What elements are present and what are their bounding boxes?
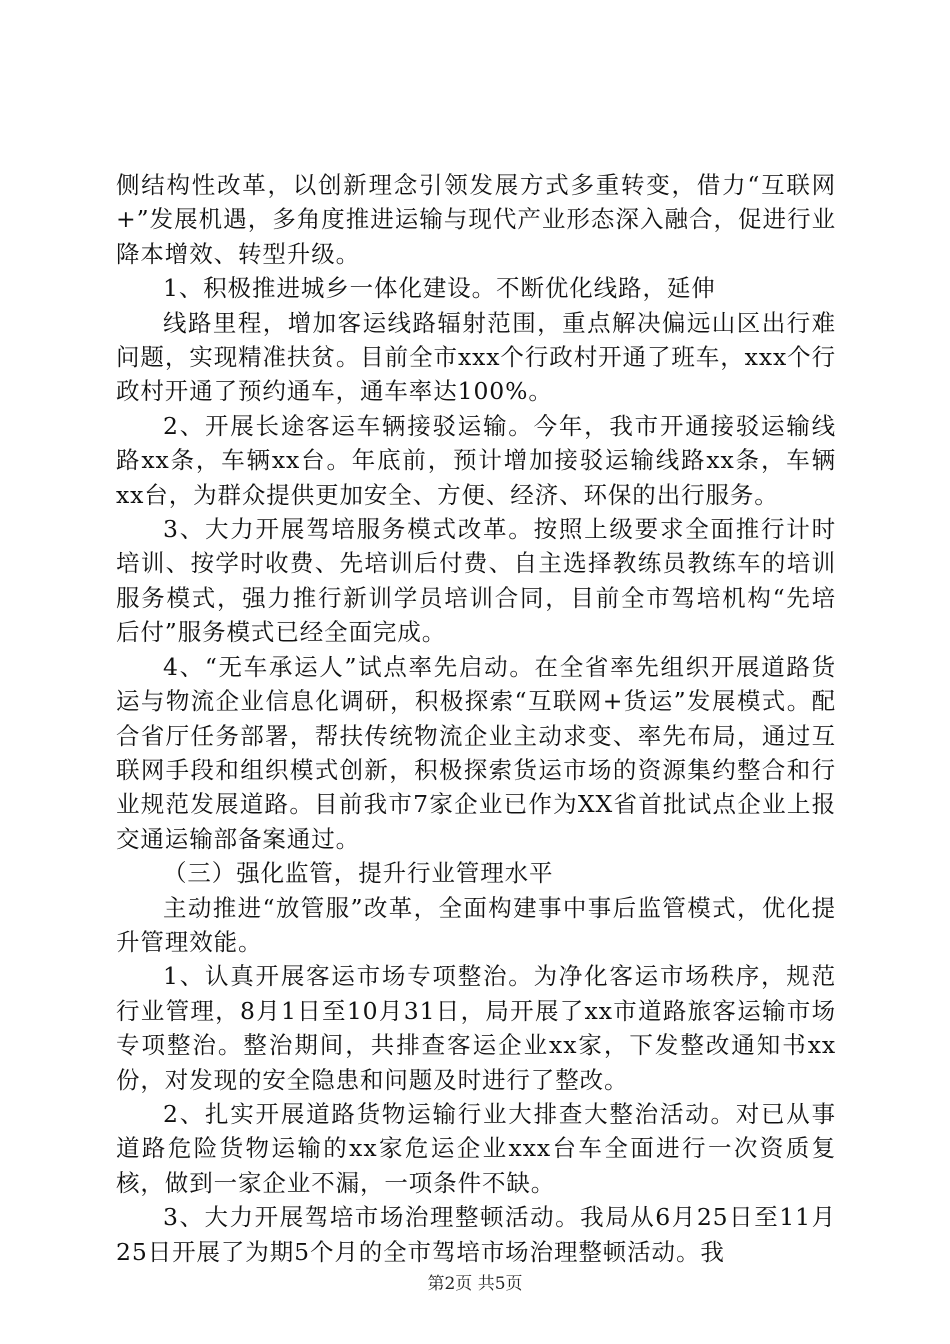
paragraph-regulation-2: 2、扎实开展道路货物运输行业大排查大整治活动。对已从事道路危险货物运输的xx家危运企业xxx台车全面进行一次资质复核，做到一家企业不漏，一项条件不缺。: [116, 1099, 836, 1197]
paragraph-item-4: 4、“无车承运人”试点率先启动。在全省率先组织开展道路货运与物流企业信息化调研，积极探索“互联网+货运”发展模式。配合省厅任务部署，帮扶传统物流企业主动求变、率先布局，通过互联网手段和组织模式创新，积极探索货运市场的资源集约整合和行业规范发展道路。目前我市7家企业已作为XX省首批试点企业上报交通运输部备案通过。: [116, 652, 836, 853]
paragraph-item-1-body: 线路里程，增加客运线路辐射范围，重点解决偏远山区出行难问题，实现精准扶贫。目前全市xxx个行政村开通了班车，xxx个行政村开通了预约通车，通车率达100%。: [116, 308, 836, 406]
section-heading: （三）强化监管，提升行业管理水平: [163, 859, 554, 888]
paragraph-item-1-heading: 1、积极推进城乡一体化建设。不断优化线路，延伸: [163, 274, 716, 303]
paragraph-item-3: 3、大力开展驾培服务模式改革。按照上级要求全面推行计时培训、按学时收费、先培训后付费、自主选择教练员教练车的培训服务模式，强力推行新训学员培训合同，目前全市驾培机构“先培后付”服务模式已经全面完成。: [116, 515, 836, 647]
paragraph-item-2: 2、开展长途客运车辆接驳运输。今年，我市开通接驳运输线路xx条，车辆xx台。年底前，预计增加接驳运输线路xx条，车辆xx台，为群众提供更加安全、方便、经济、环保的出行服务。: [116, 411, 836, 509]
document-body: [116, 168, 836, 1269]
paragraph-regulation-1: 1、认真开展客运市场专项整治。为净化客运市场秩序，规范行业管理，8月1日至10月31日，局开展了xx市道路旅客运输市场专项整治。整治期间，共排查客运企业xx家，下发整改通知书xx份，对发现的安全隐患和问题及时进行了整改。: [116, 962, 836, 1094]
paragraph-continuation: 侧结构性改革，以创新理念引领发展方式多重转变，借力“互联网+”发展机遇，多角度推进运输与现代产业形态深入融合，促进行业降本增效、转型升级。: [116, 171, 836, 268]
paragraph-regulation-3: 3、大力开展驾培市场治理整顿活动。我局从6月25日至11月25日开展了为期5个月的全市驾培市场治理整顿活动。我: [116, 1203, 836, 1266]
section-intro: 主动推进“放管服”改革，全面构建事中事后监管模式，优化提升管理效能。: [116, 893, 836, 956]
page-number-footer: 第2页 共5页: [427, 1274, 523, 1294]
